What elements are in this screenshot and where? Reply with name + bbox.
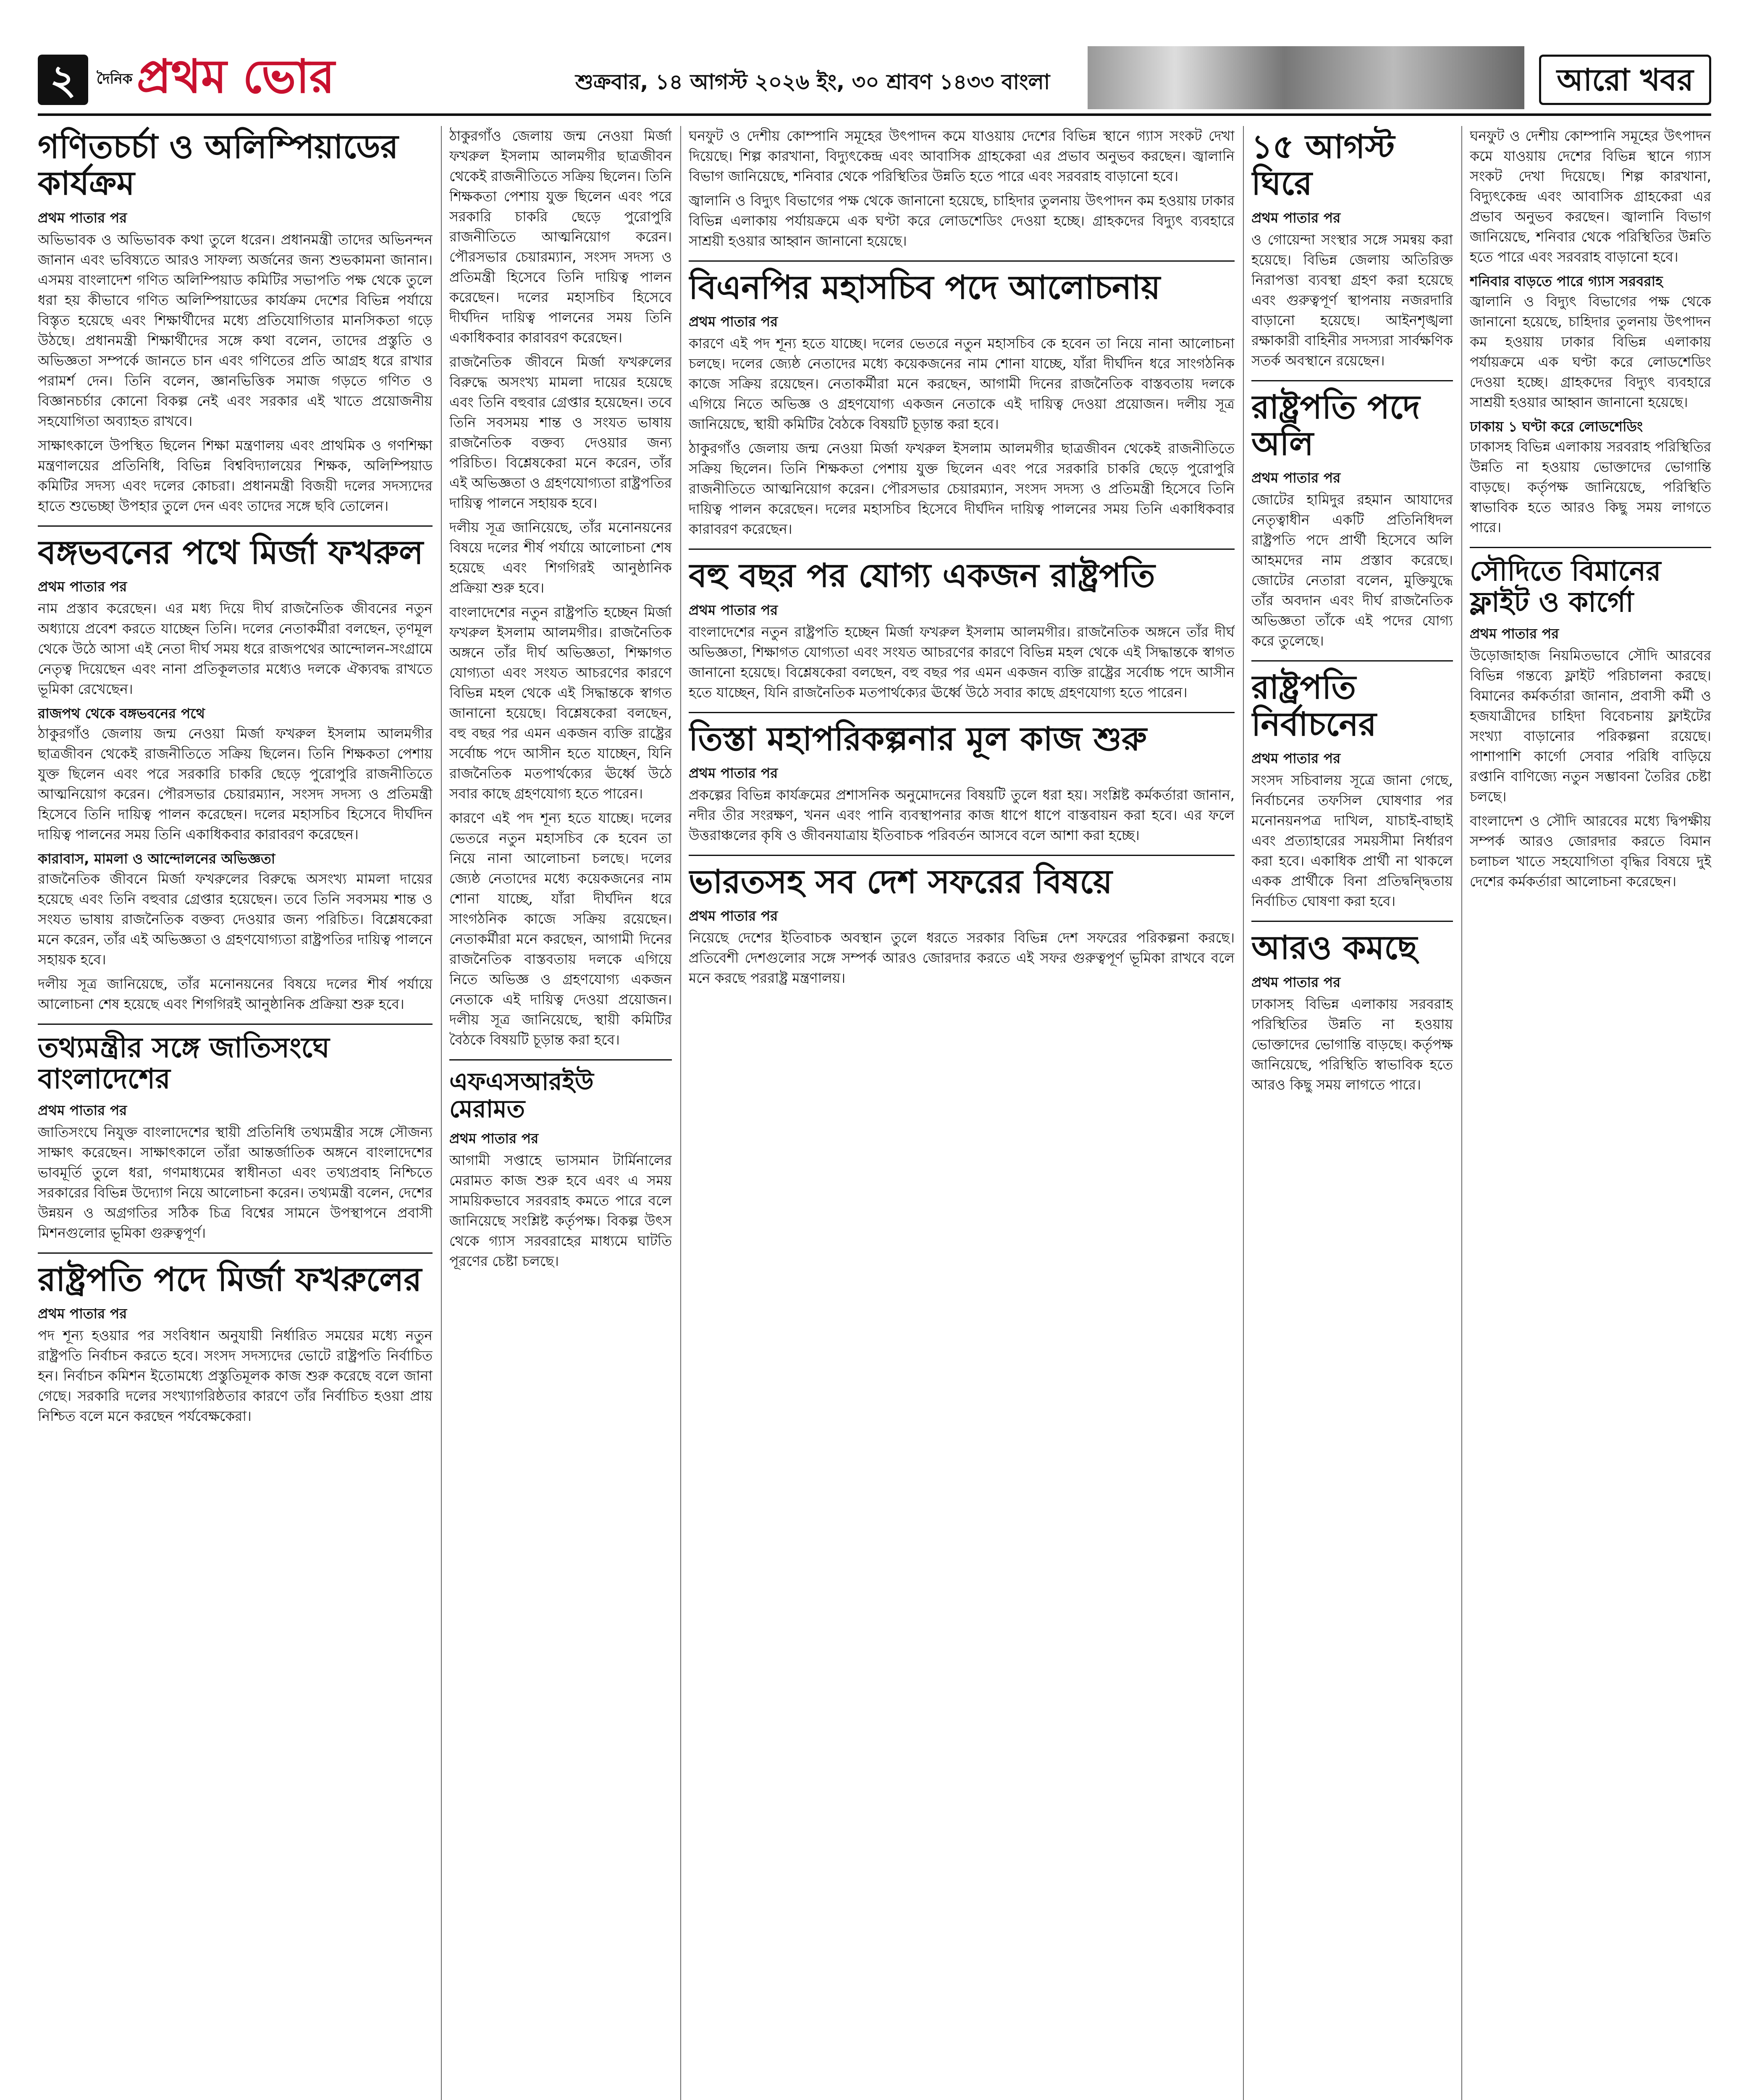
headline[interactable]: ভারতসহ সব দেশ সফরের বিষয়ে xyxy=(689,863,1112,901)
body-text: পদ শূন্য হওয়ার পর সংবিধান অনুযায়ী নির্ধারিত সময়ের মধ্যে নতুন রাষ্ট্রপতি নির্বাচন করতে হবে। সংসদ সদস্যদের ভোটে রাষ্ট্রপতি নির্বাচিত হন। নির্বাচন কমিশন ইতোমধ্যে প্রস্তুতিমূলক কাজ শুরু করেছে বলে জানা গেছে। সরকারি দলের সংখ্যাগরিষ্ঠতার কারণে তাঁর নির্বাচিত হওয়া প্রায় নিশ্চিত বলে মনে করছেন পর্যবেক্ষকেরা। xyxy=(38,1327,433,1425)
article-qualified-president xyxy=(689,557,1235,702)
continuation-ref: প্রথম পাতার পর xyxy=(38,578,127,595)
headline[interactable]: ১৫ আগস্ট ঘিরে xyxy=(1251,128,1395,203)
continuation-ref: প্রথম পাতার পর xyxy=(1251,209,1341,226)
article-president-oli xyxy=(1251,389,1453,651)
body-text: আগামী সপ্তাহে ভাসমান টার্মিনালের মেরামত কাজ শুরু হবে এবং এ সময় সাময়িকভাবে সরবরাহ কমতে পারে বলে জানিয়েছে সংশ্লিষ্ট কর্তৃপক্ষ। বিকল্প উৎস থেকে গ্যাস সরবরাহের মাধ্যমে ঘাটতি পূরণের চেষ্টা চলছে। xyxy=(449,1152,672,1269)
column-5 xyxy=(1470,126,1711,2100)
dateline: শুক্রবার, ১৪ আগস্ট ২০২৬ ইং, ৩০ শ্রাবণ ১৪৩৩ বাংলা xyxy=(575,70,1050,94)
masthead xyxy=(38,46,1711,116)
subheading: কারাবাস, মামলা ও আন্দোলনের অভিজ্ঞতা xyxy=(38,850,275,867)
continuation-ref: প্রথম পাতার পর xyxy=(1251,470,1341,486)
article-15-august xyxy=(1251,129,1453,371)
article-bnp-secretary xyxy=(689,269,1235,539)
headline[interactable]: তথ্যমন্ত্রীর সঙ্গে জাতিসংঘে বাংলাদেশের xyxy=(38,1031,330,1095)
continuation-ref: প্রথম পাতার পর xyxy=(38,209,127,226)
article-gas-supply xyxy=(1470,126,1711,538)
body-text: জ্বালানি ও বিদ্যুৎ বিভাগের পক্ষ থেকে জানানো হয়েছে, চাহিদার তুলনায় উৎপাদন কম হওয়ায় ঢাকার বিভিন্ন এলাকায় পর্যায়ক্রমে এক ঘণ্টা করে লোডশেডিং দেওয়া হচ্ছে। গ্রাহকদের বিদ্যুৎ ব্যবহারে সাশ্রয়ী হওয়ার আহ্বান জানানো হয়েছে। xyxy=(689,192,1235,249)
newspaper-logo[interactable] xyxy=(97,50,335,109)
body-text: ঘনফুট ও দেশীয় কোম্পানি সমূহের উৎপাদন কমে যাওয়ায় দেশের বিভিন্ন স্থানে গ্যাস সংকট দেখা দিয়েছে। শিল্প কারখানা, বিদ্যুৎকেন্দ্র এবং আবাসিক গ্রাহকেরা এর প্রভাব অনুভব করছেন। জ্বালানি বিভাগ জানিয়েছে, শনিবার থেকে পরিস্থিতির উন্নতি হতে পারে এবং সরবরাহ বাড়ানো হবে। xyxy=(689,128,1235,184)
continuation-ref: প্রথম পাতার পর xyxy=(449,1130,539,1147)
logo-text: প্রথম ভোর xyxy=(136,49,335,103)
subheading: ঢাকায় ১ ঘণ্টা করে লোডশেডিং xyxy=(1470,418,1643,435)
body-text: কারণে এই পদ শূন্য হতে যাচ্ছে। দলের ভেতরে নতুন মহাসচিব কে হবেন তা নিয়ে নানা আলোচনা চলছে। দলের জ্যেষ্ঠ নেতাদের মধ্যে কয়েকজনের নাম শোনা যাচ্ছে, যাঁরা দীর্ঘদিন ধরে সাংগঠনিক কাজে সক্রিয় রয়েছেন। নেতাকর্মীরা মনে করছেন, আগামী দিনের রাজনৈতিক বাস্তবতায় দলকে এগিয়ে নিতে অভিজ্ঞ ও গ্রহণযোগ্য একজন নেতাকে এই দায়িত্ব দেওয়া প্রয়োজন। দলীয় সূত্র জানিয়েছে, স্থায়ী কমিটির বৈঠকে বিষয়টি চূড়ান্ত করা হবে। xyxy=(689,335,1235,433)
article-decreasing xyxy=(1251,929,1453,1095)
body-text: ঢাকাসহ বিভিন্ন এলাকায় সরবরাহ পরিস্থিতির উন্নতি না হওয়ায় ভোক্তাদের ভোগান্তি বাড়ছে। কর্তৃপক্ষ জানিয়েছে, পরিস্থিতি স্বাভাবিক হতে আরও কিছু সময় লাগতে পারে। xyxy=(1251,995,1453,1093)
continuation-ref: প্রথম পাতার পর xyxy=(38,1102,127,1118)
article-info-minister xyxy=(38,1032,433,1243)
body-text: প্রকল্পের বিভিন্ন কার্যক্রমের প্রশাসনিক অনুমোদনের বিষয়টি তুলে ধরা হয়। সংশ্লিষ্ট কর্মকর্তারা জানান, নদীর তীর সংরক্ষণ, খনন এবং পানি ব্যবস্থাপনার কাজ ধাপে ধাপে বাস্তবায়ন করা হবে। এর ফলে উত্তরাঞ্চলের কৃষি ও জীবনযাত্রায় ইতিবাচক পরিবর্তন আসবে বলে আশা করা হচ্ছে। xyxy=(689,787,1235,844)
article-gas-top xyxy=(689,126,1235,251)
article-teesta xyxy=(689,721,1235,845)
article-fsru xyxy=(449,1068,672,1271)
headline[interactable]: রাষ্ট্রপতি পদে মির্জা ফখরুলের xyxy=(38,1260,422,1299)
continuation-ref: প্রথম পাতার পর xyxy=(689,765,778,782)
subheading: শনিবার বাড়তে পারে গ্যাস সরবরাহ xyxy=(1470,273,1663,289)
body-text: জাতিসংঘে নিযুক্ত বাংলাদেশের স্থায়ী প্রতিনিধি তথ্যমন্ত্রীর সঙ্গে সৌজন্য সাক্ষাৎ করেছেন। সাক্ষাৎকালে তাঁরা আন্তর্জাতিক অঙ্গনে বাংলাদেশের ভাবমূর্তি তুলে ধরা, গণমাধ্যমের স্বাধীনতা এবং তথ্যপ্রবাহ নিশ্চিতে সরকারের বিভিন্ন উদ্যোগ নিয়ে আলোচনা করেন। তথ্যমন্ত্রী বলেন, দেশের উন্নয়ন ও অগ্রগতির সঠিক চিত্র বিশ্বের সামনে উপস্থাপনে প্রবাসী মিশনগুলোর ভূমিকা গুরুত্বপূর্ণ। xyxy=(38,1124,433,1241)
headline[interactable]: সৌদিতে বিমানের ফ্লাইট ও কার্গো xyxy=(1470,554,1661,618)
body-text: দলীয় সূত্র জানিয়েছে, তাঁর মনোনয়নের বিষয়ে দলের শীর্ষ পর্যায়ে আলোচনা শেষ হয়েছে এবং শিগগিরই আনুষ্ঠানিক প্রক্রিয়া শুরু হবে। xyxy=(449,519,672,596)
body-text: ঘনফুট ও দেশীয় কোম্পানি সমূহের উৎপাদন কমে যাওয়ায় দেশের বিভিন্ন স্থানে গ্যাস সংকট দেখা দিয়েছে। শিল্প কারখানা, বিদ্যুৎকেন্দ্র এবং আবাসিক গ্রাহকেরা এর প্রভাব অনুভব করছেন। জ্বালানি বিভাগ জানিয়েছে, শনিবার থেকে পরিস্থিতির উন্নতি হতে পারে এবং সরবরাহ বাড়ানো হবে। xyxy=(1470,128,1711,265)
headline[interactable]: আরও কমছে xyxy=(1251,929,1417,967)
article-presidential-election xyxy=(1251,669,1453,911)
headline[interactable]: রাষ্ট্রপতি পদে অলি xyxy=(1251,388,1420,463)
continuation-ref: প্রথম পাতার পর xyxy=(1470,625,1559,642)
article-bangabhaban xyxy=(38,534,433,1014)
body-text: রাজনৈতিক জীবনে মির্জা ফখরুলের বিরুদ্ধে অসংখ্য মামলা দায়ের হয়েছে এবং তিনি বহুবার গ্রেপ্তার হয়েছেন। তবে তিনি সবসময় শান্ত ও সংযত ভাষায় রাজনৈতিক বক্তব্য দেওয়ার জন্য পরিচিত। বিশ্লেষকেরা মনে করেন, তাঁর এই অভিজ্ঞতা ও গ্রহণযোগ্যতা রাষ্ট্রপতির দায়িত্ব পালনে সহায়ক হবে। xyxy=(38,871,433,968)
article-math-olympiad xyxy=(38,129,433,516)
headline[interactable]: তিস্তা মহাপরিকল্পনার মূল কাজ শুরু xyxy=(689,719,1147,758)
headline[interactable]: বিএনপির মহাসচিব পদে আলোচনায় xyxy=(689,268,1161,307)
body-text: ঠাকুরগাঁও জেলায় জন্ম নেওয়া মির্জা ফখরুল ইসলাম আলমগীর ছাত্রজীবন থেকেই রাজনীতিতে সক্রিয় ছিলেন। তিনি শিক্ষকতা পেশায় যুক্ত ছিলেন এবং পরে সরকারি চাকরি ছেড়ে পুরোপুরি রাজনীতিতে আত্মনিয়োগ করেন। পৌরসভার চেয়ারম্যান, সংসদ সদস্য ও প্রতিমন্ত্রী হিসেবে তিনি দায়িত্ব পালন করেছেন। দলের মহাসচিব হিসেবে দীর্ঘদিন দায়িত্ব পালনের সময় তিনি একাধিকবার কারাবরণ করেছেন। xyxy=(38,725,433,843)
body-text: নাম প্রস্তাব করেছেন। এর মধ্য দিয়ে দীর্ঘ রাজনৈতিক জীবনের নতুন অধ্যায়ে প্রবেশ করতে যাচ্ছেন তিনি। দলের নেতাকর্মীরা বলছেন, তৃণমূল থেকে উঠে আসা এই নেতা দীর্ঘ সময় ধরে রাজপথের আন্দোলন-সংগ্রামে নেতৃত্ব দিয়েছেন এবং নানা প্রতিকূলতার মধ্যেও দলকে ঐক্যবদ্ধ রাখতে ভূমিকা রেখেছেন। xyxy=(38,600,433,698)
logo-prefix: দৈনিক xyxy=(97,70,133,87)
body-text: বাংলাদেশের নতুন রাষ্ট্রপতি হচ্ছেন মির্জা ফখরুল ইসলাম আলমগীর। রাজনৈতিক অঙ্গনে তাঁর দীর্ঘ অভিজ্ঞতা, শিক্ষাগত যোগ্যতা এবং সংযত আচরণের কারণে বিভিন্ন মহল থেকে এই সিদ্ধান্তকে স্বাগত জানানো হয়েছে। বিশ্লেষকেরা বলছেন, বহু বছর পর এমন একজন ব্যক্তি রাষ্ট্রের সর্বোচ্চ পদে আসীন হতে যাচ্ছেন, যিনি রাজনৈতিক মতপার্থক্যের ঊর্ধ্বে উঠে সবার কাছে গ্রহণযোগ্য হতে পারেন। xyxy=(689,623,1235,701)
headline[interactable]: বহু বছর পর যোগ্য একজন রাষ্ট্রপতি xyxy=(689,556,1155,595)
body-text: ঠাকুরগাঁও জেলায় জন্ম নেওয়া মির্জা ফখরুল ইসলাম আলমগীর ছাত্রজীবন থেকেই রাজনীতিতে সক্রিয় ছিলেন। তিনি শিক্ষকতা পেশায় যুক্ত ছিলেন এবং পরে সরকারি চাকরি ছেড়ে পুরোপুরি রাজনীতিতে আত্মনিয়োগ করেন। পৌরসভার চেয়ারম্যান, সংসদ সদস্য ও প্রতিমন্ত্রী হিসেবে তিনি দায়িত্ব পালন করেছেন। দলের মহাসচিব হিসেবে দীর্ঘদিন দায়িত্ব পালনের সময় তিনি একাধিকবার কারাবরণ করেছেন। xyxy=(449,128,672,346)
body-text: উড়োজাহাজ নিয়মিতভাবে সৌদি আরবের বিভিন্ন গন্তব্যে ফ্লাইট পরিচালনা করছে। বিমানের কর্মকর্তারা জানান, প্রবাসী কর্মী ও হজযাত্রীদের চাহিদা বিবেচনায় ফ্লাইটের সংখ্যা বাড়ানোর পরিকল্পনা রয়েছে। পাশাপাশি কার্গো সেবার পরিধি বাড়িয়ে রপ্তানি বাণিজ্যে নতুন সম্ভাবনা তৈরির চেষ্টা চলছে। xyxy=(1470,647,1711,805)
body-text: রাজনৈতিক জীবনে মির্জা ফখরুলের বিরুদ্ধে অসংখ্য মামলা দায়ের হয়েছে এবং তিনি বহুবার গ্রেপ্তার হয়েছেন। তবে তিনি সবসময় শান্ত ও সংযত ভাষায় রাজনৈতিক বক্তব্য দেওয়ার জন্য পরিচিত। বিশ্লেষকেরা মনে করেন, তাঁর এই অভিজ্ঞতা ও গ্রহণযোগ্যতা রাষ্ট্রপতির দায়িত্ব পালনে সহায়ক হবে। xyxy=(449,354,672,511)
body-text: ও গোয়েন্দা সংস্থার সঙ্গে সমন্বয় করা হয়েছে। বিভিন্ন জেলায় অতিরিক্ত নিরাপত্তা ব্যবস্থা গ্রহণ করা হয়েছে এবং গুরুত্বপূর্ণ স্থাপনায় নজরদারি বাড়ানো হয়েছে। আইনশৃঙ্খলা রক্ষাকারী বাহিনীর সদস্যরা সার্বক্ষণিক সতর্ক অবস্থানে রয়েছেন। xyxy=(1251,231,1453,369)
column-3 xyxy=(689,126,1235,2100)
body-text: সাক্ষাৎকালে উপস্থিত ছিলেন শিক্ষা মন্ত্রণালয় এবং প্রাথমিক ও গণশিক্ষা মন্ত্রণালয়ের প্রতিনিধি, বিভিন্ন বিশ্ববিদ্যালয়ের শিক্ষক, অলিম্পিয়াড কমিটির সদস্য এবং দলের কোচরা। প্রধানমন্ত্রী বিজয়ী দলের সদস্যদের হাতে শুভেচ্ছা উপহার তুলে দেন এবং তাদের সঙ্গে ছবি তোলেন। xyxy=(38,437,433,514)
section-tag: আরো খবর xyxy=(1539,55,1711,105)
continuation-ref: প্রথম পাতার পর xyxy=(689,313,778,330)
continuation-ref: প্রথম পাতার পর xyxy=(38,1305,127,1322)
headline[interactable]: বঙ্গভবনের পথে মির্জা ফখরুল xyxy=(38,533,423,572)
headline[interactable]: গণিতচর্চা ও অলিম্পিয়াডের কার্যক্রম xyxy=(38,128,399,203)
page-number: ২ xyxy=(38,55,88,105)
continuation-ref: প্রথম পাতার পর xyxy=(1251,750,1341,767)
body-text: দলীয় সূত্র জানিয়েছে, তাঁর মনোনয়নের বিষয়ে দলের শীর্ষ পর্যায়ে আলোচনা শেষ হয়েছে এবং শিগগিরই আনুষ্ঠানিক প্রক্রিয়া শুরু হবে। xyxy=(38,976,433,1013)
headline[interactable]: রাষ্ট্রপতি নির্বাচনের xyxy=(1251,668,1377,743)
column-4 xyxy=(1251,126,1453,2100)
article-president-fakhrul xyxy=(38,1261,433,1426)
continuation-ref: প্রথম পাতার পর xyxy=(1251,974,1341,990)
body-text: ঠাকুরগাঁও জেলায় জন্ম নেওয়া মির্জা ফখরুল ইসলাম আলমগীর ছাত্রজীবন থেকেই রাজনীতিতে সক্রিয় ছিলেন। তিনি শিক্ষকতা পেশায় যুক্ত ছিলেন এবং পরে সরকারি চাকরি ছেড়ে পুরোপুরি রাজনীতিতে আত্মনিয়োগ করেন। পৌরসভার চেয়ারম্যান, সংসদ সদস্য ও প্রতিমন্ত্রী হিসেবে তিনি দায়িত্ব পালন করেছেন। দলের মহাসচিব হিসেবে দীর্ঘদিন দায়িত্ব পালনের সময় তিনি একাধিকবার কারাবরণ করেছেন। xyxy=(689,440,1235,538)
body-text: বাংলাদেশের নতুন রাষ্ট্রপতি হচ্ছেন মির্জা ফখরুল ইসলাম আলমগীর। রাজনৈতিক অঙ্গনে তাঁর দীর্ঘ অভিজ্ঞতা, শিক্ষাগত যোগ্যতা এবং সংযত আচরণের কারণে বিভিন্ন মহল থেকে এই সিদ্ধান্তকে স্বাগত জানানো হয়েছে। বিশ্লেষকেরা বলছেন, বহু বছর পর এমন একজন ব্যক্তি রাষ্ট্রের সর্বোচ্চ পদে আসীন হতে যাচ্ছেন, যিনি রাজনৈতিক মতপার্থক্যের ঊর্ধ্বে উঠে সবার কাছে গ্রহণযোগ্য হতে পারেন। xyxy=(449,604,672,802)
body-text: জোটের হামিদুর রহমান আযাদের নেতৃত্বাধীন একটি প্রতিনিধিদল রাষ্ট্রপতি পদে প্রার্থী হিসেবে অলি আহমদের নাম প্রস্তাব করেছে। জোটের নেতারা বলেন, মুক্তিযুদ্ধে তাঁর অবদান এবং দীর্ঘ রাজনৈতিক অভিজ্ঞতা তাঁকে এই পদের যোগ্য করে তুলেছে। xyxy=(1251,491,1453,649)
body-text: বাংলাদেশ ও সৌদি আরবের মধ্যে দ্বিপক্ষীয় সম্পর্ক আরও জোরদার করতে বিমান চলাচল খাতে সহযোগিতা বৃদ্ধির বিষয়ে দুই দেশের কর্মকর্তারা আলোচনা করেছেন। xyxy=(1470,812,1711,890)
body-text: ঢাকাসহ বিভিন্ন এলাকায় সরবরাহ পরিস্থিতির উন্নতি না হওয়ায় ভোক্তাদের ভোগান্তি বাড়ছে। কর্তৃপক্ষ জানিয়েছে, পরিস্থিতি স্বাভাবিক হতে আরও কিছু সময় লাগতে পারে। xyxy=(1470,438,1711,536)
body-text: অভিভাবক ও অভিভাবক কথা তুলে ধরেন। প্রধানমন্ত্রী তাদের অভিনন্দন জানান এবং ভবিষ্যতে আরও সাফল্য অর্জনের জন্য শুভকামনা জানান। এসময় বাংলাদেশ গণিত অলিম্পিয়াড কমিটির সভাপতি পক্ষ থেকে তুলে ধরা হয় কীভাবে গণিত অলিম্পিয়াডের কার্যক্রম দেশের বিভিন্ন পর্যায়ে বিস্তৃত হয়েছে এবং শিক্ষার্থীদের মধ্যে প্রতিযোগিতার মানসিকতা গড়ে উঠছে। প্রধানমন্ত্রী শিক্ষার্থীদের সঙ্গে কথা বলেন, তাদের প্রস্তুতি ও অভিজ্ঞতা সম্পর্কে জানতে চান এবং গণিতের প্রতি আগ্রহ ধরে রাখার পরামর্শ দেন। তিনি বলেন, জ্ঞানভিত্তিক সমাজ গড়তে গণিত ও বিজ্ঞানচর্চার কোনো বিকল্প নেই এবং সরকার এই খাতে প্রয়োজনীয় সহযোগিতা অব্যাহত রাখবে। xyxy=(38,231,433,429)
body-text: কারণে এই পদ শূন্য হতে যাচ্ছে। দলের ভেতরে নতুন মহাসচিব কে হবেন তা নিয়ে নানা আলোচনা চলছে। দলের জ্যেষ্ঠ নেতাদের মধ্যে কয়েকজনের নাম শোনা যাচ্ছে, যাঁরা দীর্ঘদিন ধরে সাংগঠনিক কাজে সক্রিয় রয়েছেন। নেতাকর্মীরা মনে করছেন, আগামী দিনের রাজনৈতিক বাস্তবতায় দলকে এগিয়ে নিতে অভিজ্ঞ ও গ্রহণযোগ্য একজন নেতাকে এই দায়িত্ব দেওয়া প্রয়োজন। দলীয় সূত্র জানিয়েছে, স্থায়ী কমিটির বৈঠকে বিষয়টি চূড়ান্ত করা হবে। xyxy=(449,810,672,1048)
column-2 xyxy=(449,126,672,2100)
subheading: রাজপথ থেকে বঙ্গভবনের পথে xyxy=(38,705,205,722)
column-1 xyxy=(38,126,433,2100)
banner-photo xyxy=(1088,46,1524,109)
article-bangabhaban-cont xyxy=(449,126,672,1050)
article-foreign-visits xyxy=(689,864,1235,988)
headline[interactable]: এফএসআরইউ মেরামত xyxy=(449,1067,594,1123)
continuation-ref: প্রথম পাতার পর xyxy=(689,601,778,618)
article-saudi-flights xyxy=(1470,556,1711,892)
body-text: জ্বালানি ও বিদ্যুৎ বিভাগের পক্ষ থেকে জানানো হয়েছে, চাহিদার তুলনায় উৎপাদন কম হওয়ায় ঢাকার বিভিন্ন এলাকায় পর্যায়ক্রমে এক ঘণ্টা করে লোডশেডিং দেওয়া হচ্ছে। গ্রাহকদের বিদ্যুৎ ব্যবহারে সাশ্রয়ী হওয়ার আহ্বান জানানো হয়েছে। xyxy=(1470,293,1711,410)
body-text: নিয়েছে দেশের ইতিবাচক অবস্থান তুলে ধরতে সরকার বিভিন্ন দেশ সফরের পরিকল্পনা করছে। প্রতিবেশী দেশগুলোর সঙ্গে সম্পর্ক আরও জোরদার করতে এই সফর গুরুত্বপূর্ণ ভূমিকা রাখবে বলে মনে করছে পররাষ্ট্র মন্ত্রণালয়। xyxy=(689,929,1235,987)
continuation-ref: প্রথম পাতার পর xyxy=(689,908,778,924)
body-text: সংসদ সচিবালয় সূত্রে জানা গেছে, নির্বাচনের তফসিল ঘোষণার পর মনোনয়নপত্র দাখিল, যাচাই-বাছাই এবং প্রত্যাহারের সময়সীমা নির্ধারণ করা হবে। একাধিক প্রার্থী না থাকলে একক প্রার্থীকে বিনা প্রতিদ্বন্দ্বিতায় নির্বাচিত ঘোষণা করা হবে। xyxy=(1251,772,1453,910)
